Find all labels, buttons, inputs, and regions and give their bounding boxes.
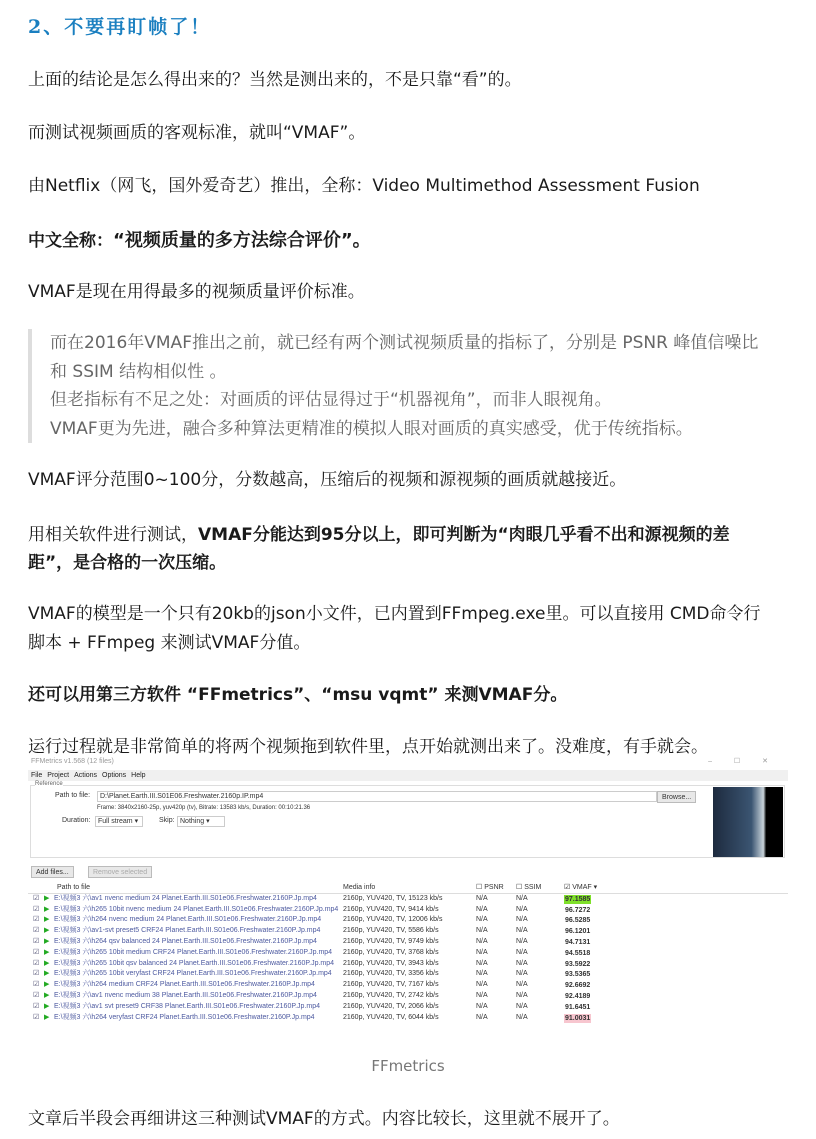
paragraph-cn-name bbox=[28, 226, 371, 256]
row-ssim: N/A bbox=[516, 991, 528, 999]
row-path: E:\视频3 六\av1 svt preset9 CRF38 Planet.Earth.III.S01e06.Freshwater.2160P.Jp.mp4 bbox=[54, 1002, 321, 1010]
paragraph-test-cont: 距”，是合格的一次压缩。 bbox=[28, 553, 227, 573]
row-media: 2160p, YUV420, TV, 5586 kb/s bbox=[343, 927, 439, 935]
paragraph-test bbox=[28, 521, 730, 550]
row-media: 2160p, YUV420, TV, 9749 kb/s bbox=[343, 937, 439, 945]
row-ssim: N/A bbox=[516, 916, 528, 924]
row-checkbox[interactable]: ☑ bbox=[33, 981, 40, 989]
row-vmaf: 92.4189 bbox=[565, 992, 591, 1000]
row-media: 2160p, YUV420, TV, 3356 kb/s bbox=[343, 970, 439, 978]
row-vmaf: 91.0031 bbox=[565, 1014, 591, 1022]
row-path: E:\视频3 六\h265 10bit veryfast CRF24 Planet.Earth.III.S01e06.Freshwater.2160P.Jp.mp4 bbox=[54, 970, 332, 978]
play-icon[interactable]: ▶ bbox=[44, 916, 50, 924]
text: 用相关软件进行测试， bbox=[28, 525, 198, 545]
duration-label: Duration: bbox=[62, 817, 91, 824]
row-path: E:\视频3 六\h265 10bit medium CRF24 Planet.Earth.III.S01e06.Freshwater.2160P.Jp.mp4 bbox=[54, 948, 333, 956]
row-vmaf: 96.7272 bbox=[565, 906, 591, 914]
table-header bbox=[28, 883, 788, 894]
table-row[interactable] bbox=[28, 959, 788, 970]
play-icon[interactable]: ▶ bbox=[44, 959, 50, 967]
ffmetrics-screenshot bbox=[28, 757, 788, 1045]
row-psnr: N/A bbox=[476, 916, 488, 924]
path-label: Path to file: bbox=[55, 792, 91, 799]
quote-line: 和 SSIM 结构相似性 。 bbox=[50, 361, 227, 382]
table-row[interactable] bbox=[28, 894, 788, 905]
add-files-button[interactable]: Add files... bbox=[31, 866, 74, 878]
play-icon[interactable]: ▶ bbox=[44, 981, 50, 989]
row-psnr: N/A bbox=[476, 927, 488, 935]
row-vmaf: 97.1585 bbox=[565, 895, 591, 903]
text-bold: VMAF分能达到95分以上，即可判断为“肉眼几乎看不出和源视频的差 bbox=[198, 525, 730, 545]
paragraph: VMAF是现在用得最多的视频质量评价标准。 bbox=[28, 282, 365, 302]
table-row[interactable] bbox=[28, 980, 788, 991]
value: “视频质量的多方法综合评价”。 bbox=[113, 230, 371, 251]
paragraph: 而测试视频画质的客观标准，就叫“VMAF”。 bbox=[28, 123, 366, 143]
row-path: E:\视频3 六\h264 nvenc medium 24 Planet.Earth.III.S01e06.Freshwater.2160P.Jp.mp4 bbox=[54, 916, 322, 924]
row-path: E:\视频3 六\h264 qsv balanced 24 Planet.Earth.III.S01e06.Freshwater.2160P.Jp.mp4 bbox=[54, 937, 317, 945]
play-icon[interactable]: ▶ bbox=[44, 1013, 50, 1021]
row-checkbox[interactable]: ☑ bbox=[33, 1013, 40, 1021]
row-ssim: N/A bbox=[516, 894, 528, 902]
paragraph: 还可以用第三方软件 “FFmetrics”、“msu vqmt” 来测VMAF分。 bbox=[28, 685, 568, 705]
row-path: E:\视频3 六\av1-svt preset5 CRF24 Planet.Earth.III.S01e06.Freshwater.2160P.Jp.mp4 bbox=[54, 927, 321, 935]
paragraph: 文章后半段会再细讲这三种测试VMAF的方式。内容比较长，这里就不展开了。 bbox=[28, 1109, 620, 1129]
window-controls-icon: – ☐ ✕ bbox=[708, 758, 778, 765]
menu-options[interactable]: Options bbox=[102, 772, 127, 779]
table-row[interactable] bbox=[28, 926, 788, 937]
paragraph: 由Netflix（网飞，国外爱奇艺）推出，全称：Video Multimethod Assessment Fusion bbox=[28, 176, 700, 196]
paragraph: 上面的结论是怎么得出来的？当然是测出来的，不是只靠“看”的。 bbox=[28, 70, 522, 90]
row-psnr: N/A bbox=[476, 1002, 488, 1010]
table-row[interactable] bbox=[28, 1002, 788, 1013]
row-path: E:\视频3 六\h264 veryfast CRF24 Planet.Earth.III.S01e06.Freshwater.2160P.Jp.mp4 bbox=[54, 1013, 315, 1021]
reference-label: Reference bbox=[35, 781, 63, 787]
row-checkbox[interactable]: ☑ bbox=[33, 970, 40, 978]
table-row[interactable] bbox=[28, 969, 788, 980]
row-vmaf: 96.1201 bbox=[565, 928, 591, 936]
row-media: 2160p, YUV420, TV, 9414 kb/s bbox=[343, 905, 439, 913]
col-ssim[interactable]: ☐ SSIM bbox=[516, 884, 542, 891]
row-checkbox[interactable]: ☑ bbox=[33, 959, 40, 967]
table-row[interactable] bbox=[28, 905, 788, 916]
row-vmaf: 94.5518 bbox=[565, 949, 591, 957]
row-vmaf: 93.5365 bbox=[565, 971, 591, 979]
play-icon[interactable]: ▶ bbox=[44, 894, 50, 902]
row-media: 2160p, YUV420, TV, 12006 kb/s bbox=[343, 916, 443, 924]
col-psnr[interactable]: ☐ PSNR bbox=[476, 884, 504, 891]
row-ssim: N/A bbox=[516, 970, 528, 978]
paragraph: 运行过程就是非常简单的将两个视频拖到软件里，点开始就测出来了。没难度，有手就会。 bbox=[28, 737, 708, 757]
frame-info: Frame: 3840x2160-25p, yuv420p (tv), Bitrate: 13583 kb/s, Duration: 00:10:21.36 bbox=[97, 805, 311, 811]
row-checkbox[interactable]: ☑ bbox=[33, 948, 40, 956]
menu-help[interactable]: Help bbox=[131, 772, 146, 779]
row-psnr: N/A bbox=[476, 970, 488, 978]
skip-label: Skip: bbox=[159, 817, 175, 824]
window-title: FFMetrics v1.568 (12 files) bbox=[31, 758, 114, 765]
row-ssim: N/A bbox=[516, 927, 528, 935]
row-psnr: N/A bbox=[476, 1013, 488, 1021]
row-checkbox[interactable]: ☑ bbox=[33, 1002, 40, 1010]
row-psnr: N/A bbox=[476, 905, 488, 913]
row-ssim: N/A bbox=[516, 1002, 528, 1010]
row-ssim: N/A bbox=[516, 959, 528, 967]
duration-select[interactable]: Full stream ▾ bbox=[95, 816, 143, 827]
video-thumbnail bbox=[713, 787, 783, 857]
col-path[interactable]: Path to file bbox=[57, 884, 91, 891]
reference-group bbox=[30, 781, 785, 858]
skip-value: Nothing bbox=[180, 818, 205, 825]
row-ssim: N/A bbox=[516, 905, 528, 913]
row-vmaf: 96.5285 bbox=[565, 917, 591, 925]
duration-value: Full stream bbox=[98, 818, 133, 825]
play-icon[interactable]: ▶ bbox=[44, 948, 50, 956]
row-media: 2160p, YUV420, TV, 3768 kb/s bbox=[343, 948, 439, 956]
play-icon[interactable]: ▶ bbox=[44, 927, 50, 935]
paragraph: VMAF的模型是一个只有20kb的json小文件，已内置到FFmpeg.exe里。可以直接用 CMD命令行 bbox=[28, 604, 761, 624]
col-media[interactable]: Media info bbox=[343, 884, 376, 891]
row-psnr: N/A bbox=[476, 894, 488, 902]
row-psnr: N/A bbox=[476, 991, 488, 999]
row-media: 2160p, YUV420, TV, 7167 kb/s bbox=[343, 981, 439, 989]
play-icon[interactable]: ▶ bbox=[44, 970, 50, 978]
play-icon[interactable]: ▶ bbox=[44, 991, 50, 999]
col-vmaf[interactable]: ☑ VMAF ▾ bbox=[564, 884, 598, 891]
row-checkbox[interactable]: ☑ bbox=[33, 916, 40, 924]
row-media: 2160p, YUV420, TV, 3943 kb/s bbox=[343, 959, 439, 967]
table-row[interactable] bbox=[28, 1013, 788, 1024]
row-path: E:\视频3 六\av1 nvenc medium 38 Planet.Earth.III.S01e06.Freshwater.2160P.Jp.mp4 bbox=[54, 991, 317, 999]
quote-line: 但老指标有不足之处：对画质的评估显得过于“机器视角”，而非人眼视角。 bbox=[50, 390, 612, 411]
menu-file[interactable]: File bbox=[31, 772, 43, 779]
row-vmaf: 94.7131 bbox=[565, 938, 591, 946]
row-vmaf: 93.5922 bbox=[565, 960, 591, 968]
table-row[interactable] bbox=[28, 991, 788, 1002]
results-table bbox=[28, 883, 788, 1023]
row-psnr: N/A bbox=[476, 937, 488, 945]
menu-actions[interactable]: Actions bbox=[74, 772, 98, 779]
play-icon[interactable]: ▶ bbox=[44, 937, 50, 945]
skip-select[interactable]: Nothing ▾ bbox=[177, 816, 225, 827]
row-media: 2160p, YUV420, TV, 2066 kb/s bbox=[343, 1002, 439, 1010]
section-heading: 2、不要再盯帧了！ bbox=[28, 16, 212, 38]
menu-bar bbox=[28, 770, 788, 781]
row-media: 2160p, YUV420, TV, 2742 kb/s bbox=[343, 991, 439, 999]
row-ssim: N/A bbox=[516, 937, 528, 945]
row-ssim: N/A bbox=[516, 981, 528, 989]
image-caption: FFmetrics bbox=[371, 1057, 445, 1075]
play-icon[interactable]: ▶ bbox=[44, 1002, 50, 1010]
row-path: E:\视频3 六\h265 10bit qsv balanced 24 Planet.Earth.III.S01e06.Freshwater.2160P.Jp.mp4 bbox=[54, 959, 335, 967]
table-row[interactable] bbox=[28, 937, 788, 948]
row-media: 2160p, YUV420, TV, 6044 kb/s bbox=[343, 1013, 439, 1021]
remove-selected-button[interactable]: Remove selected bbox=[88, 866, 152, 878]
path-input[interactable]: D:\Planet.Earth.III.S01E06.Freshwater.2160p.IP.mp4 bbox=[97, 791, 657, 802]
row-psnr: N/A bbox=[476, 981, 488, 989]
row-checkbox[interactable]: ☑ bbox=[33, 905, 40, 913]
row-checkbox[interactable]: ☑ bbox=[33, 894, 40, 902]
play-icon[interactable]: ▶ bbox=[44, 905, 50, 913]
row-vmaf: 91.6451 bbox=[565, 1003, 591, 1011]
row-psnr: N/A bbox=[476, 948, 488, 956]
paragraph: 脚本 + FFmpeg 来测试VMAF分值。 bbox=[28, 633, 311, 653]
table-row[interactable] bbox=[28, 915, 788, 926]
row-path: E:\视频3 六\av1 nvenc medium 24 Planet.Earth.III.S01e06.Freshwater.2160P.Jp.mp4 bbox=[54, 894, 317, 902]
quote-line: VMAF更为先进，融合多种算法更精准的模拟人眼对画质的真实感受，优于传统指标。 bbox=[50, 418, 693, 439]
row-path: E:\视频3 六\h264 medium CRF24 Planet.Earth.III.S01e06.Freshwater.2160P.Jp.mp4 bbox=[54, 981, 315, 989]
paragraph: VMAF评分范围0~100分，分数越高，压缩后的视频和源视频的画质就越接近。 bbox=[28, 470, 627, 490]
browse-button[interactable]: Browse... bbox=[657, 791, 696, 803]
label: 中文全称： bbox=[28, 231, 113, 251]
row-media: 2160p, YUV420, TV, 15123 kb/s bbox=[343, 894, 443, 902]
row-path: E:\视频3 六\h265 10bit nvenc medium 24 Planet.Earth.III.S01e06.Freshwater.2160P.Jp.mp4 bbox=[54, 905, 339, 913]
blockquote bbox=[28, 329, 788, 443]
table-row[interactable] bbox=[28, 948, 788, 959]
row-checkbox[interactable]: ☑ bbox=[33, 927, 40, 935]
row-checkbox[interactable]: ☑ bbox=[33, 991, 40, 999]
row-ssim: N/A bbox=[516, 948, 528, 956]
quote-line: 而在2016年VMAF推出之前，就已经有两个测试视频质量的指标了，分别是 PSNR 峰值信噪比 bbox=[50, 333, 759, 353]
row-psnr: N/A bbox=[476, 959, 488, 967]
row-ssim: N/A bbox=[516, 1013, 528, 1021]
menu-project[interactable]: Project bbox=[47, 772, 70, 779]
row-checkbox[interactable]: ☑ bbox=[33, 937, 40, 945]
row-vmaf: 92.6692 bbox=[565, 982, 591, 990]
